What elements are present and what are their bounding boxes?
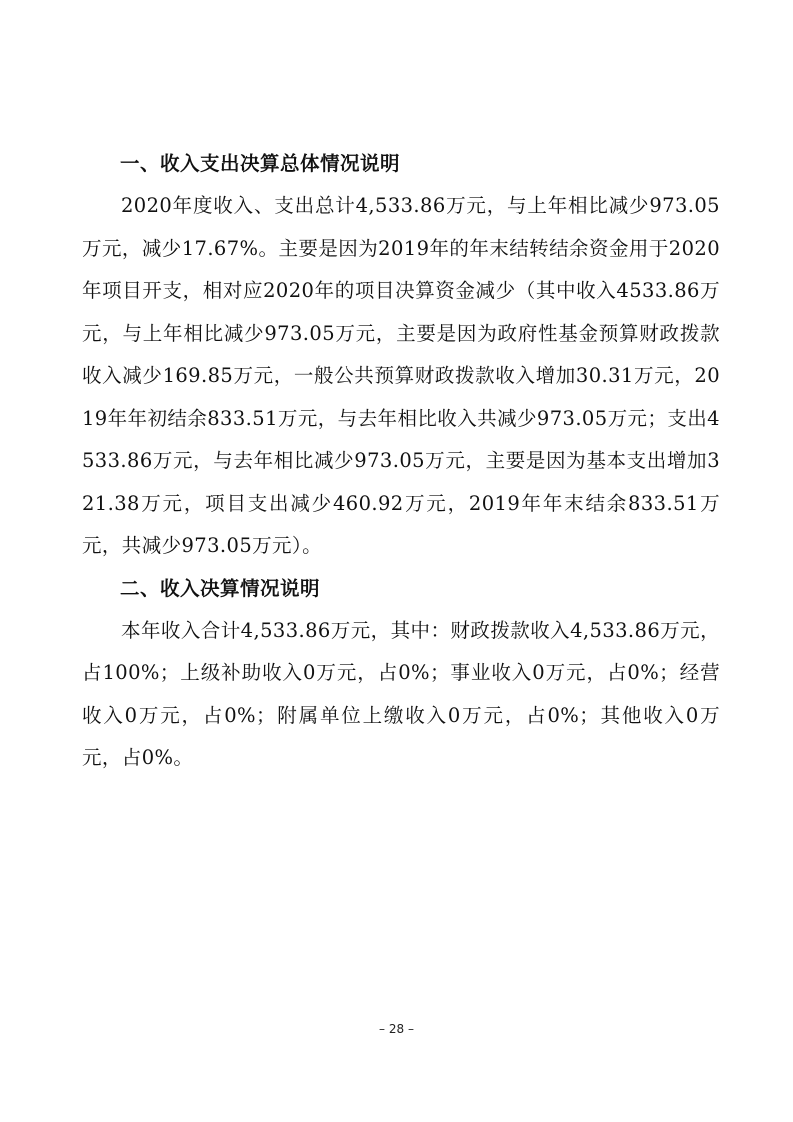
section-heading-income-expenditure-overview: 一、收入支出决算总体情况说明 (120, 152, 401, 175)
page-number: – 28 – (379, 1022, 414, 1036)
section-heading-income-details: 二、收入决算情况说明 (120, 576, 321, 600)
document-body (82, 143, 720, 780)
section-paragraph-income-details: 本年收入合计4,533.86万元，其中：财政拨款收入4,533.86万元，占100%；上级补助收入0万元，占0%；事业收入0万元，占0%；经营收入0万元，占0%；附属单位上缴收入0万元，占0%；其他收入0万元，占0%。 (82, 618, 720, 769)
section-paragraph-income-expenditure-overview: 2020年度收入、支出总计4,533.86万元，与上年相比减少973.05万元，减少17.67%。主要是因为2019年的年末结转结余资金用于2020年项目开支，相对应2020年的项目决算资金减少（其中收入4533.86万元，与上年相比减少973.05万元，主要是因为政府性基金预算财政拨款收入减少169.85万元，一般公共预算财政拨款收入增加30.31万元，2019年年初结余833.51万元，与去年相比收入共减少973.05万元；支出4533.86万元，与去年相比减少973.05万元，主要是因为基本支出增加321.38万元，项目支出减少460.92万元，2019年年末结余833.51万元，共减少973.05万元）。 (82, 194, 720, 557)
